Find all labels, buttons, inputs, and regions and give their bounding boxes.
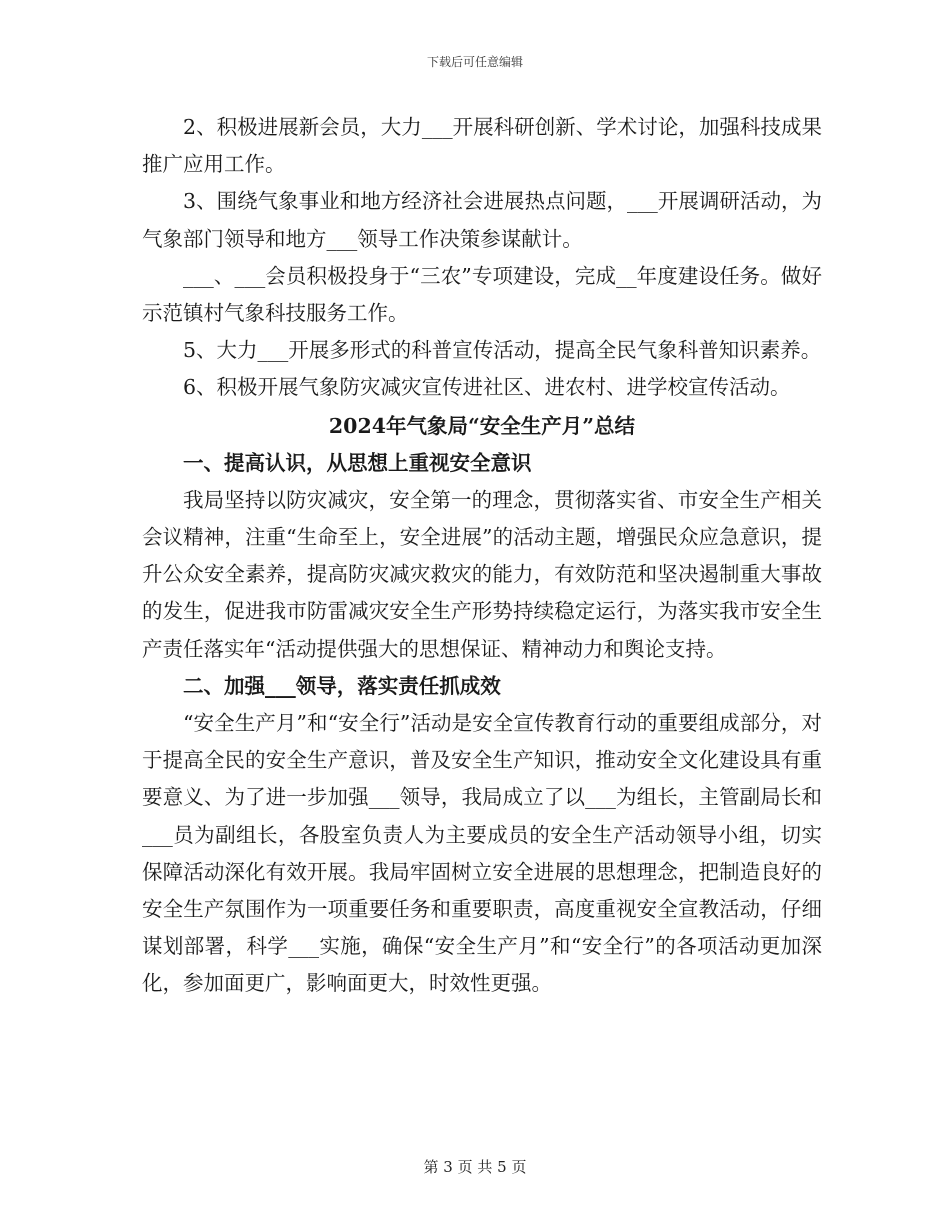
section-1-heading: 一、提高认识，从思想上重视安全意识	[183, 450, 532, 475]
paragraph-item-5: 5、大力___开展多形式的科普宣传活动，提高全民气象科普知识素养。	[183, 338, 822, 363]
paragraph-item-3: 3、围绕气象事业和地方经济社会进展热点问题，___开展调研活动，为气象部门领导和地方___领导工作决策参谋献计。	[142, 189, 822, 251]
section-1-body: 我局坚持以防灾减灾，安全第一的理念，贯彻落实省、市安全生产相关会议精神，注重“生命至上，安全进展”的活动主题，增强民众应急意识，提升公众安全素养，提高防灾减灾救灾的能力，有效防范和坚决遏制重大事故的发生，促进我市防雷减灾安全生产形势持续稳定运行，为落实我市安全生产责任落实年“活动提供强大的思想保证、精神动力和舆论支持。	[142, 487, 822, 661]
document-title: 2024年气象局“安全生产月”总结	[328, 413, 636, 438]
paragraph-item-4: ___、___会员积极投身于“三农”专项建设，完成__年度建设任务。做好示范镇村气象科技服务工作。	[142, 263, 822, 326]
document-body	[142, 109, 822, 1003]
section-2-body: “安全生产月”和“安全行”活动是安全宣传教育行动的重要组成部分，对于提高全民的安全生产意识，普及安全生产知识，推动安全文化建设具有重要意义、为了进一步加强___领导，我局成立了以___为组长，主管副局长和___员为副组长，各股室负责人为主要成员的安全生产活动领导小组，切实保障活动深化有效开展。我局牢固树立安全进展的思想理念，把制造良好的安全生产氛围作为一项重要任务和重要职责，高度重视安全宣教活动，仔细谋划部署，科学___实施，确保“安全生产月”和“安全行”的各项活动更加深化，参加面更广，影响面更大，时效性更强。	[142, 711, 822, 996]
page-footer: 第 3 页 共 5 页	[423, 1158, 527, 1176]
page-header: 下载后可任意编辑	[426, 55, 523, 69]
section-2-heading: 二、加强___领导，落实责任抓成效	[183, 673, 501, 698]
paragraph-item-2: 2、积极进展新会员，大力___开展科研创新、学术讨论，加强科技成果推广应用工作。	[142, 115, 822, 177]
paragraph-item-6: 6、积极开展气象防灾减灾宣传进社区、进农村、进学校宣传活动。	[183, 375, 791, 400]
